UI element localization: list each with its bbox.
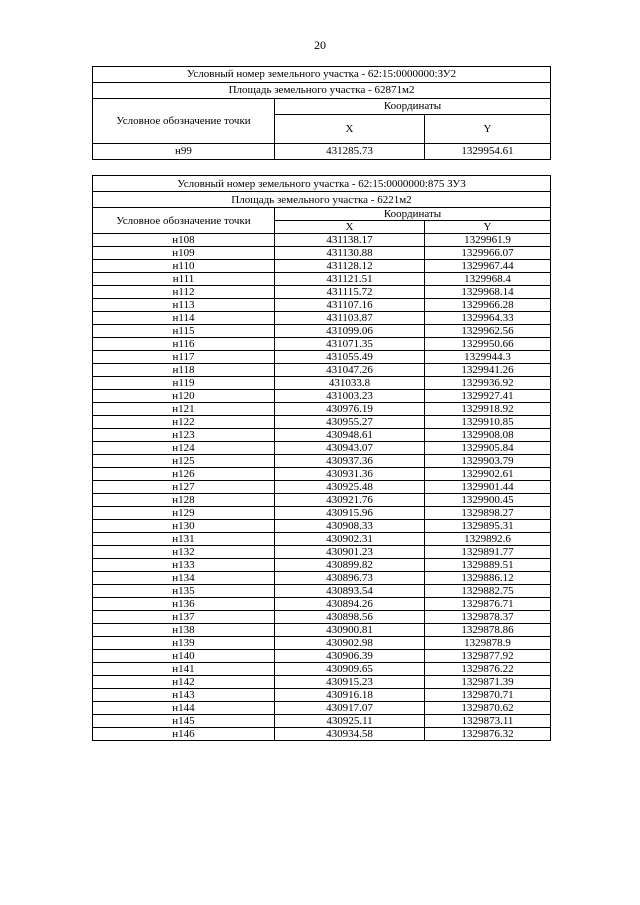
point-cell: н109 <box>93 247 275 260</box>
table-row <box>93 403 551 416</box>
y-coordinate-cell: 1329954.61 <box>425 144 551 160</box>
point-cell: н111 <box>93 273 275 286</box>
point-cell: н143 <box>93 689 275 702</box>
table-row <box>93 715 551 728</box>
x-coordinate-cell: 430917.07 <box>275 702 425 715</box>
y-coordinate-cell: 1329941.26 <box>425 364 551 377</box>
table-row <box>93 572 551 585</box>
x-coordinate-cell: 430902.98 <box>275 637 425 650</box>
table-row <box>93 299 551 312</box>
parcel-2-coords-header: Координаты <box>275 208 551 221</box>
y-coordinate-cell: 1329910.85 <box>425 416 551 429</box>
y-coordinate-cell: 1329902.61 <box>425 468 551 481</box>
point-cell: н116 <box>93 338 275 351</box>
x-coordinate-cell: 430915.96 <box>275 507 425 520</box>
point-cell: н145 <box>93 715 275 728</box>
x-coordinate-cell: 431055.49 <box>275 351 425 364</box>
point-cell: н121 <box>93 403 275 416</box>
table-row <box>93 144 551 160</box>
x-coordinate-cell: 431130.88 <box>275 247 425 260</box>
point-cell: н128 <box>93 494 275 507</box>
point-cell: н115 <box>93 325 275 338</box>
x-coordinate-cell: 430899.82 <box>275 559 425 572</box>
x-coordinate-cell: 430931.36 <box>275 468 425 481</box>
table-row <box>93 650 551 663</box>
table-row <box>93 468 551 481</box>
table-row <box>93 260 551 273</box>
y-coordinate-cell: 1329936.92 <box>425 377 551 390</box>
table-row <box>93 611 551 624</box>
point-cell: н127 <box>93 481 275 494</box>
x-coordinate-cell: 431103.87 <box>275 312 425 325</box>
y-coordinate-cell: 1329895.31 <box>425 520 551 533</box>
x-coordinate-cell: 431138.17 <box>275 234 425 247</box>
x-coordinate-cell: 431071.35 <box>275 338 425 351</box>
point-cell: н114 <box>93 312 275 325</box>
table-row <box>93 559 551 572</box>
point-cell: н125 <box>93 455 275 468</box>
point-cell: н119 <box>93 377 275 390</box>
x-coordinate-cell: 430896.73 <box>275 572 425 585</box>
point-cell: н135 <box>93 585 275 598</box>
point-cell: н123 <box>93 429 275 442</box>
y-coordinate-cell: 1329898.27 <box>425 507 551 520</box>
y-coordinate-cell: 1329966.28 <box>425 299 551 312</box>
y-coordinate-cell: 1329962.56 <box>425 325 551 338</box>
x-coordinate-cell: 431033.8 <box>275 377 425 390</box>
point-cell: н129 <box>93 507 275 520</box>
point-cell: н131 <box>93 533 275 546</box>
point-cell: н117 <box>93 351 275 364</box>
table-row <box>93 364 551 377</box>
page-number: 20 <box>314 38 326 52</box>
x-coordinate-cell: 430955.27 <box>275 416 425 429</box>
x-coordinate-cell: 431003.23 <box>275 390 425 403</box>
y-coordinate-cell: 1329876.71 <box>425 598 551 611</box>
table-row <box>93 598 551 611</box>
parcel-1-x-header: X <box>275 115 425 144</box>
table-row <box>93 585 551 598</box>
parcel-1-title: Условный номер земельного участка - 62:15:0000000:ЗУ2 <box>93 67 551 83</box>
x-coordinate-cell: 430948.61 <box>275 429 425 442</box>
y-coordinate-cell: 1329870.62 <box>425 702 551 715</box>
x-coordinate-cell: 430976.19 <box>275 403 425 416</box>
x-coordinate-cell: 430916.18 <box>275 689 425 702</box>
table-row <box>93 533 551 546</box>
y-coordinate-cell: 1329905.84 <box>425 442 551 455</box>
table-row <box>93 689 551 702</box>
x-coordinate-cell: 430915.23 <box>275 676 425 689</box>
point-cell: н108 <box>93 234 275 247</box>
table-row <box>93 728 551 741</box>
point-cell: н144 <box>93 702 275 715</box>
point-cell: н124 <box>93 442 275 455</box>
y-coordinate-cell: 1329961.9 <box>425 234 551 247</box>
point-cell: н141 <box>93 663 275 676</box>
x-coordinate-cell: 430894.26 <box>275 598 425 611</box>
y-coordinate-cell: 1329882.75 <box>425 585 551 598</box>
y-coordinate-cell: 1329878.86 <box>425 624 551 637</box>
point-cell: н122 <box>93 416 275 429</box>
point-cell: н112 <box>93 286 275 299</box>
y-coordinate-cell: 1329964.33 <box>425 312 551 325</box>
parcel-1-area: Площадь земельного участка - 62871м2 <box>93 83 551 99</box>
y-coordinate-cell: 1329908.08 <box>425 429 551 442</box>
parcel-2-title: Условный номер земельного участка - 62:15:0000000:875 ЗУ3 <box>93 176 551 192</box>
point-cell: н126 <box>93 468 275 481</box>
y-coordinate-cell: 1329878.37 <box>425 611 551 624</box>
y-coordinate-cell: 1329966.07 <box>425 247 551 260</box>
point-cell: н139 <box>93 637 275 650</box>
table-row <box>93 624 551 637</box>
x-coordinate-cell: 430937.36 <box>275 455 425 468</box>
y-coordinate-cell: 1329968.4 <box>425 273 551 286</box>
x-coordinate-cell: 431128.12 <box>275 260 425 273</box>
point-cell: н138 <box>93 624 275 637</box>
y-coordinate-cell: 1329968.14 <box>425 286 551 299</box>
y-coordinate-cell: 1329891.77 <box>425 546 551 559</box>
y-coordinate-cell: 1329870.71 <box>425 689 551 702</box>
x-coordinate-cell: 430908.33 <box>275 520 425 533</box>
y-coordinate-cell: 1329877.92 <box>425 650 551 663</box>
table-row <box>93 351 551 364</box>
y-coordinate-cell: 1329918.92 <box>425 403 551 416</box>
y-coordinate-cell: 1329892.6 <box>425 533 551 546</box>
parcel-1-y-header: Y <box>425 115 551 144</box>
y-coordinate-cell: 1329873.11 <box>425 715 551 728</box>
x-coordinate-cell: 430925.48 <box>275 481 425 494</box>
x-coordinate-cell: 430902.31 <box>275 533 425 546</box>
point-cell: н99 <box>93 144 275 160</box>
y-coordinate-cell: 1329901.44 <box>425 481 551 494</box>
point-cell: н130 <box>93 520 275 533</box>
point-cell: н134 <box>93 572 275 585</box>
y-coordinate-cell: 1329886.12 <box>425 572 551 585</box>
point-cell: н140 <box>93 650 275 663</box>
y-coordinate-cell: 1329871.39 <box>425 676 551 689</box>
parcel-1-coordinates-table <box>92 66 551 160</box>
parcel-2-coordinates-table <box>92 175 551 741</box>
table-row <box>93 312 551 325</box>
table-row <box>93 338 551 351</box>
table-row <box>93 442 551 455</box>
table-row <box>93 377 551 390</box>
x-coordinate-cell: 430934.58 <box>275 728 425 741</box>
y-coordinate-cell: 1329889.51 <box>425 559 551 572</box>
table-row <box>93 702 551 715</box>
table-row <box>93 325 551 338</box>
x-coordinate-cell: 431107.16 <box>275 299 425 312</box>
point-cell: н133 <box>93 559 275 572</box>
parcel-2-x-header: X <box>275 221 425 234</box>
x-coordinate-cell: 431099.06 <box>275 325 425 338</box>
x-coordinate-cell: 430900.81 <box>275 624 425 637</box>
parcel-2-point-header: Условное обозначение точки <box>93 208 275 234</box>
table-row <box>93 481 551 494</box>
point-cell: н132 <box>93 546 275 559</box>
table-row <box>93 234 551 247</box>
y-coordinate-cell: 1329878.9 <box>425 637 551 650</box>
x-coordinate-cell: 430898.56 <box>275 611 425 624</box>
table-row <box>93 416 551 429</box>
point-cell: н118 <box>93 364 275 377</box>
x-coordinate-cell: 430893.54 <box>275 585 425 598</box>
y-coordinate-cell: 1329967.44 <box>425 260 551 273</box>
table-row <box>93 286 551 299</box>
y-coordinate-cell: 1329950.66 <box>425 338 551 351</box>
parcel-2-y-header: Y <box>425 221 551 234</box>
table-row <box>93 494 551 507</box>
table-row <box>93 273 551 286</box>
x-coordinate-cell: 431285.73 <box>275 144 425 160</box>
x-coordinate-cell: 430921.76 <box>275 494 425 507</box>
point-cell: н137 <box>93 611 275 624</box>
x-coordinate-cell: 431121.51 <box>275 273 425 286</box>
table-row <box>93 546 551 559</box>
point-cell: н110 <box>93 260 275 273</box>
point-cell: н142 <box>93 676 275 689</box>
x-coordinate-cell: 430906.39 <box>275 650 425 663</box>
x-coordinate-cell: 431047.26 <box>275 364 425 377</box>
x-coordinate-cell: 430909.65 <box>275 663 425 676</box>
x-coordinate-cell: 430901.23 <box>275 546 425 559</box>
y-coordinate-cell: 1329944.3 <box>425 351 551 364</box>
point-cell: н136 <box>93 598 275 611</box>
table-row <box>93 247 551 260</box>
parcel-1-coords-header: Координаты <box>275 99 551 115</box>
parcel-1-point-header: Условное обозначение точки <box>93 99 275 144</box>
table-row <box>93 429 551 442</box>
table-row <box>93 390 551 403</box>
table-row <box>93 507 551 520</box>
y-coordinate-cell: 1329903.79 <box>425 455 551 468</box>
y-coordinate-cell: 1329876.22 <box>425 663 551 676</box>
point-cell: н120 <box>93 390 275 403</box>
table-row <box>93 663 551 676</box>
y-coordinate-cell: 1329876.32 <box>425 728 551 741</box>
table-row <box>93 520 551 533</box>
table-row <box>93 455 551 468</box>
parcel-2-area: Площадь земельного участка - 6221м2 <box>93 192 551 208</box>
y-coordinate-cell: 1329927.41 <box>425 390 551 403</box>
point-cell: н146 <box>93 728 275 741</box>
y-coordinate-cell: 1329900.45 <box>425 494 551 507</box>
table-row <box>93 637 551 650</box>
x-coordinate-cell: 430925.11 <box>275 715 425 728</box>
x-coordinate-cell: 431115.72 <box>275 286 425 299</box>
x-coordinate-cell: 430943.07 <box>275 442 425 455</box>
table-row <box>93 676 551 689</box>
point-cell: н113 <box>93 299 275 312</box>
